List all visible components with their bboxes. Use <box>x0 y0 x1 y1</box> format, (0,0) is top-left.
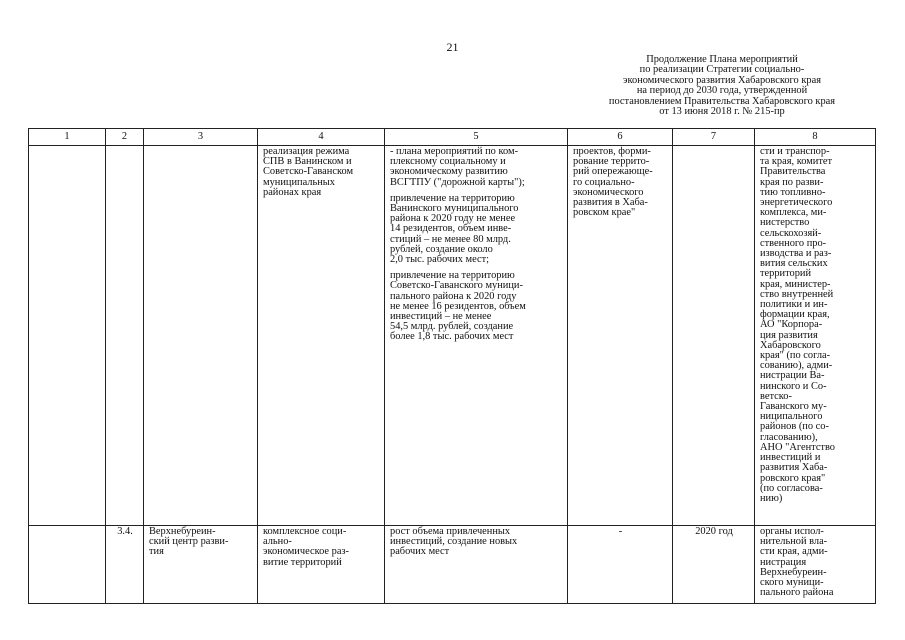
cell-paragraph <box>390 194 563 265</box>
cell-line: нистрация <box>760 556 807 568</box>
cell-line: Верхнебуреин- <box>760 566 827 578</box>
table-cell: 3.4. <box>106 526 144 604</box>
header-note-line: по реализации Стратегии социально- <box>639 64 805 76</box>
cell-line: не менее 16 резидентов, объем <box>390 300 526 312</box>
table-cell <box>144 526 258 604</box>
cell-line: (по согласова- <box>760 482 823 494</box>
cell-line: гласованию), <box>760 431 818 443</box>
cell-line: сти края, адми- <box>760 546 828 558</box>
cell-line: энергетического <box>760 197 833 209</box>
cell-line: привлечение на территорию <box>390 270 515 282</box>
cell-line: района к 2020 году не менее <box>390 213 516 225</box>
cell-line: рост объема привлеченных <box>390 526 511 537</box>
cell-line: районов (по со- <box>760 421 829 433</box>
cell-line: 54,5 млрд. рублей, создание <box>390 321 514 333</box>
cell-line: формации края, <box>760 309 830 321</box>
column-header: 2 <box>106 129 144 146</box>
cell-line: реализация режима <box>263 146 350 157</box>
cell-paragraph <box>390 271 563 342</box>
cell-line: Хабаровского <box>760 339 821 351</box>
cell-line: органы испол- <box>760 526 824 537</box>
cell-line: Советско-Гаванском <box>263 166 354 178</box>
cell-line: рабочих мест <box>390 546 450 558</box>
header-note-line: постановлением Правительства Хабаровского края <box>608 95 836 107</box>
cell-line: ский центр разви- <box>149 536 229 548</box>
cell-line: ровском крае" <box>573 207 636 219</box>
cell-line: та края, комитет <box>760 156 833 168</box>
table-cell: 2020 год <box>673 526 755 604</box>
cell-line: вития сельских <box>760 258 828 270</box>
cell-paragraph <box>390 147 563 188</box>
cell-line: витие территорий <box>263 556 342 568</box>
cell-line: привлечение на территорию <box>390 192 515 204</box>
cell-line: тия <box>149 546 164 558</box>
cell-line: го социально- <box>573 176 635 188</box>
cell-line: АО "Корпора- <box>760 319 823 331</box>
cell-line: экономического <box>573 186 644 198</box>
cell-line: нистерство <box>760 217 810 229</box>
header-note-line: от 13 июня 2018 г. № 215-пр <box>659 106 785 118</box>
cell-line: рий опережающе- <box>573 166 653 178</box>
cell-line: 2,0 тыс. рабочих мест; <box>390 254 490 266</box>
table-cell <box>144 146 258 526</box>
header-note-line: на период до 2030 года, утвержденной <box>636 85 808 97</box>
cell-line: нительной вла- <box>760 536 828 548</box>
cell-line: рование террито- <box>573 156 650 168</box>
cell-line: - плана мероприятий по ком- <box>390 146 519 157</box>
cell-line: инвестиций – не менее <box>390 311 492 323</box>
table-cell <box>29 146 106 526</box>
cell-line: Правительства <box>760 166 826 178</box>
cell-line: пального района <box>760 587 834 599</box>
cell-line: пального района к 2020 году <box>390 290 517 302</box>
cell-line: ровского края" <box>760 472 826 484</box>
cell-line: Ванинского муниципального <box>390 203 519 215</box>
cell-line: нинского и Со- <box>760 380 827 392</box>
cell-line: сованию), адми- <box>760 360 833 372</box>
column-header: 6 <box>568 129 673 146</box>
cell-line: проектов, форми- <box>573 146 651 157</box>
column-header: 5 <box>385 129 568 146</box>
plan-table <box>28 128 876 604</box>
cell-line: более 1,8 тыс. рабочих мест <box>390 331 514 343</box>
cell-line: ство внутренней <box>760 288 834 300</box>
cell-line: тию топливно- <box>760 186 826 198</box>
cell-line: нистрации Ва- <box>760 370 825 382</box>
table-cell <box>673 146 755 526</box>
column-header: 1 <box>29 129 106 146</box>
cell-line: сти и транспор- <box>760 146 830 157</box>
cell-line: стиций – не менее 80 млрд. <box>390 233 511 245</box>
cell-line: края по разви- <box>760 176 824 188</box>
table-row <box>29 526 876 604</box>
page-number: 21 <box>446 40 459 54</box>
cell-line: экономическое раз- <box>263 546 350 558</box>
cell-line: муниципальных <box>263 176 335 188</box>
column-header: 7 <box>673 129 755 146</box>
cell-line: ственного про- <box>760 237 827 249</box>
table-header-row <box>29 129 876 146</box>
cell-line: комплекса, ми- <box>760 207 827 219</box>
table-cell <box>755 146 876 526</box>
table-cell <box>258 526 385 604</box>
cell-line: плексному социальному и <box>390 156 506 168</box>
cell-line: Советско-Гаванского муници- <box>390 280 523 292</box>
table-cell <box>29 526 106 604</box>
header-note-line: экономического развития Хабаровского края <box>623 74 821 86</box>
cell-line: ция развития <box>760 329 818 341</box>
cell-line: сельскохозяй- <box>760 227 822 239</box>
cell-line: территорий <box>760 268 812 280</box>
table-cell <box>755 526 876 604</box>
table-cell <box>385 146 568 526</box>
cell-line: ветско- <box>760 390 792 402</box>
column-header: 3 <box>144 129 258 146</box>
cell-line: ниципального <box>760 411 823 423</box>
cell-line: развития в Хаба- <box>573 197 648 209</box>
cell-line: ского муници- <box>760 577 824 589</box>
cell-line: края" (по согла- <box>760 350 831 362</box>
cell-line: инвестиций и <box>760 452 821 464</box>
cell-line: экономическому развитию <box>390 166 508 178</box>
cell-line: рублей, создание около <box>390 243 493 255</box>
cell-line: комплексное соци- <box>263 526 347 537</box>
table-row <box>29 146 876 526</box>
cell-line: Гаванского му- <box>760 401 827 413</box>
cell-line: края, министер- <box>760 278 831 290</box>
cell-line: изводства и раз- <box>760 248 832 260</box>
table-cell <box>385 526 568 604</box>
cell-line: политики и ин- <box>760 299 828 311</box>
header-note-line: Продолжение Плана мероприятий <box>646 54 798 65</box>
cell-line: развития Хаба- <box>760 462 828 474</box>
cell-line: нию) <box>760 492 783 504</box>
cell-line: районах края <box>263 186 322 198</box>
cell-line: 14 резидентов, объем инве- <box>390 223 512 235</box>
table-cell <box>106 146 144 526</box>
cell-line: Верхнебуреин- <box>149 526 216 537</box>
column-header: 4 <box>258 129 385 146</box>
cell-line: инвестиций, создание новых <box>390 536 518 548</box>
cell-line: ально- <box>263 536 292 548</box>
table-cell <box>258 146 385 526</box>
cell-line: ВСГТПУ ("дорожной карты"); <box>390 176 525 188</box>
table-cell <box>568 146 673 526</box>
header-note <box>572 55 872 117</box>
table-cell: - <box>568 526 673 604</box>
cell-line: СПВ в Ванинском и <box>263 156 352 168</box>
cell-line: АНО "Агентство <box>760 441 836 453</box>
column-header: 8 <box>755 129 876 146</box>
